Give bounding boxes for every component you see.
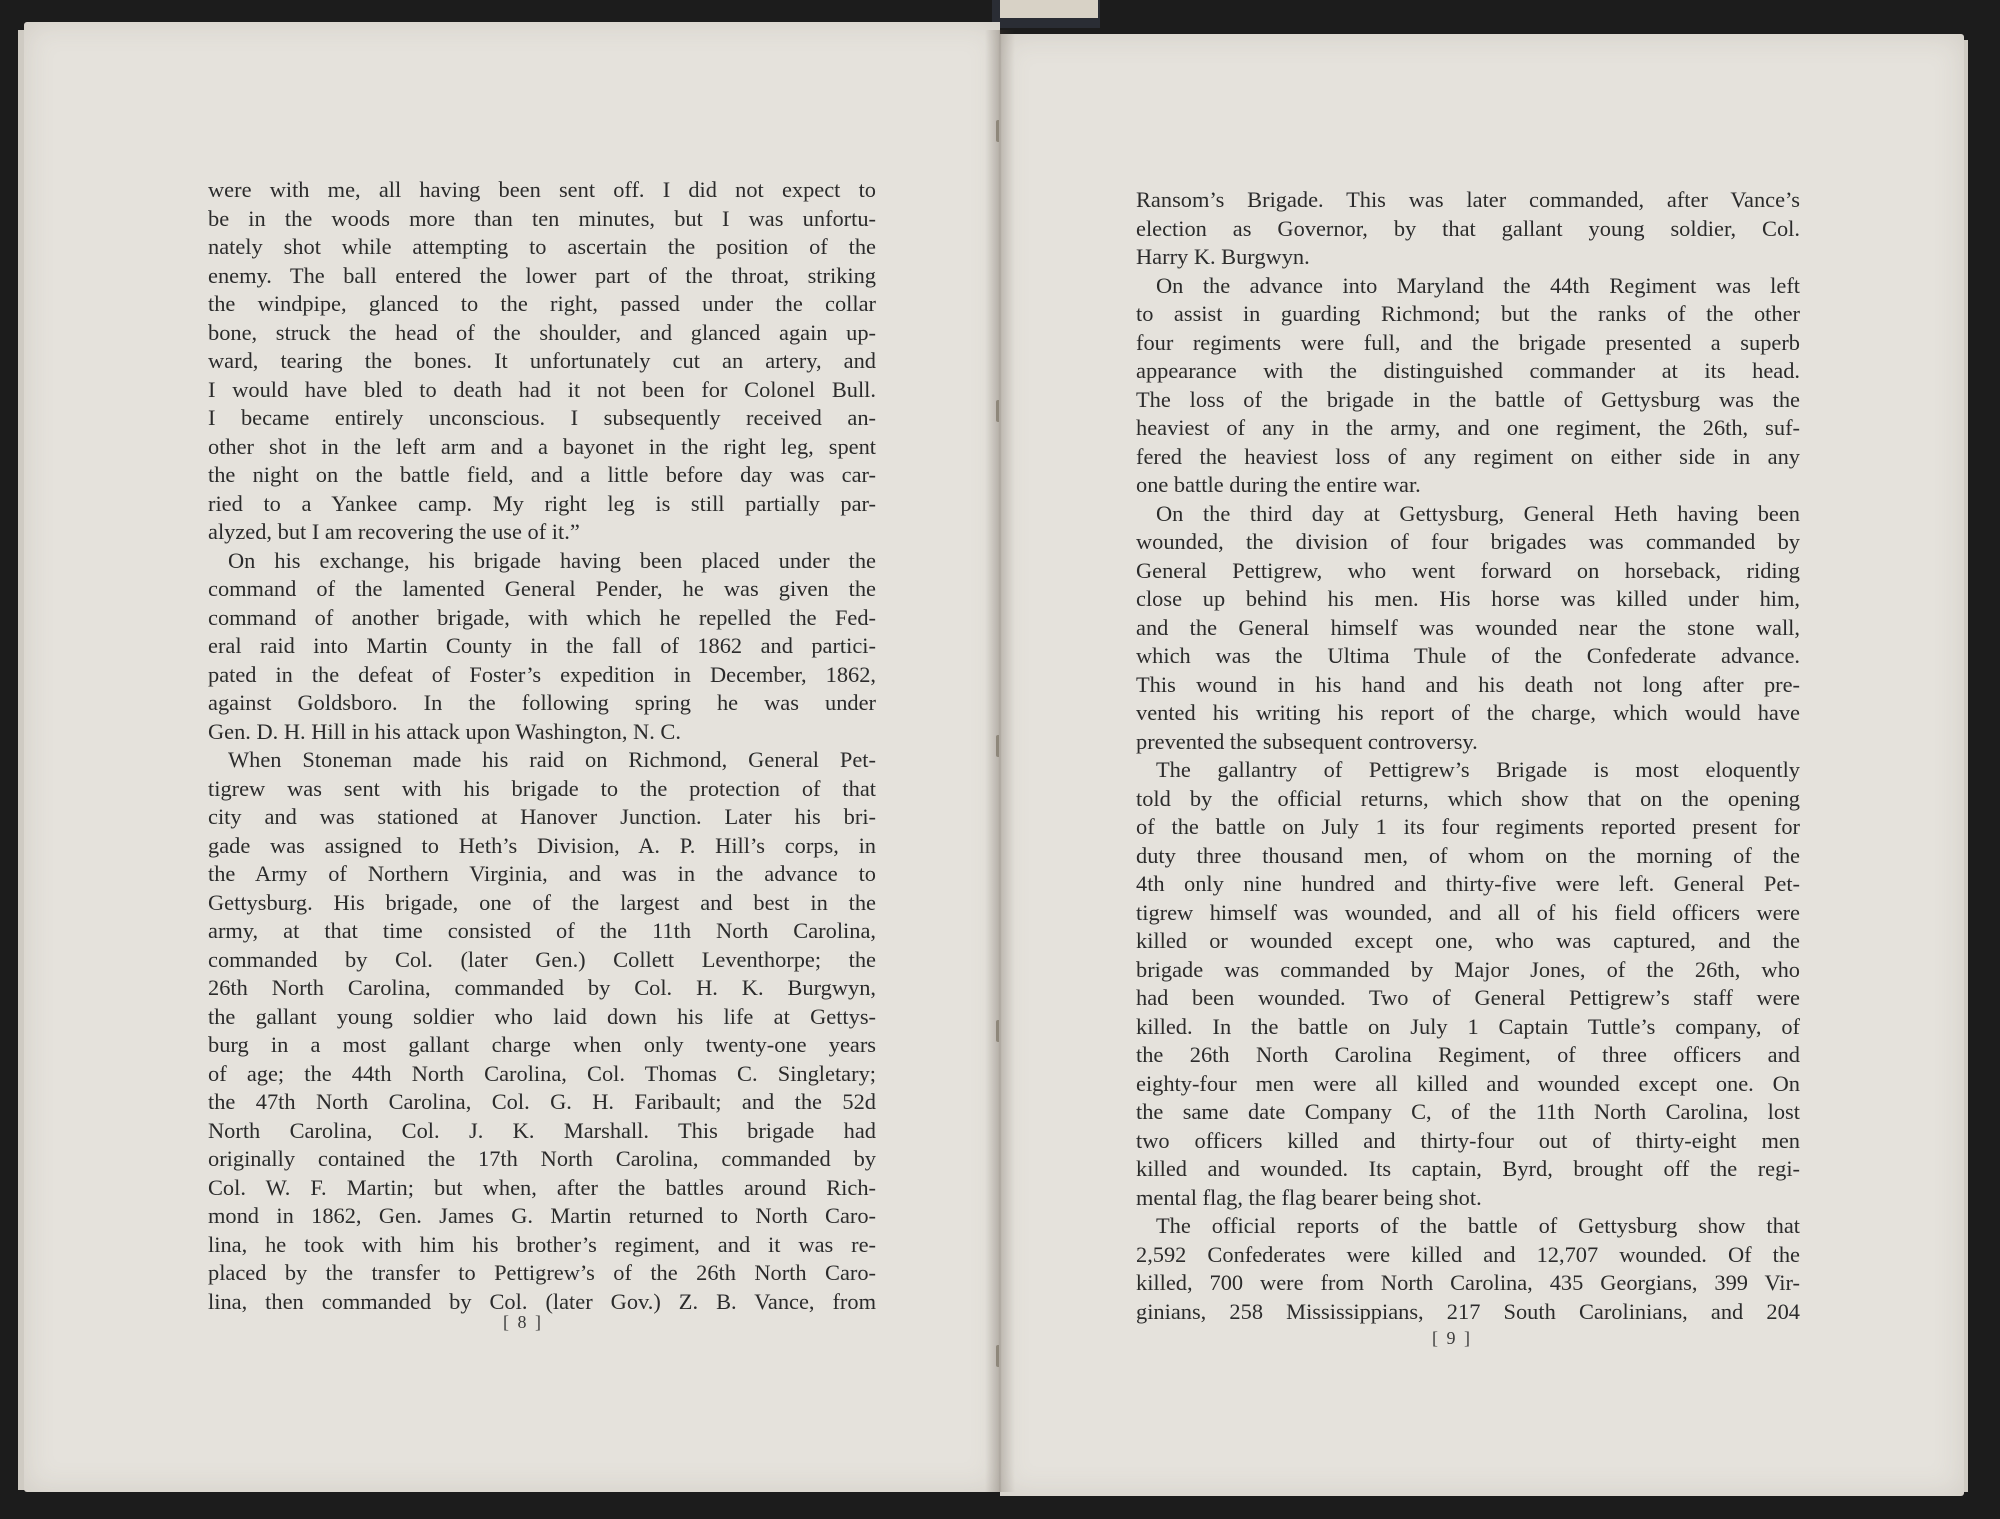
text-line: army, at that time consisted of the 11th North Carolina, (208, 918, 876, 943)
text-line: the 47th North Carolina, Col. G. H. Faribault; and the 52d (208, 1089, 876, 1114)
text-line: and the General himself was wounded near the stone wall, (1136, 614, 1800, 640)
text-line: which was the Ultima Thule of the Confederate advance. (1136, 643, 1800, 668)
page-number-right: [ 9 ] (1432, 1328, 1472, 1348)
text-line: Gettysburg. His brigade, one of the largest and best in the (208, 889, 876, 915)
text-line: Gen. D. H. Hill in his attack upon Washington, N. C. (208, 718, 681, 744)
text-line: General Pettigrew, who went forward on horseback, riding (1136, 557, 1800, 583)
text-line: 26th North Carolina, commanded by Col. H. K. Burgwyn, (208, 975, 876, 1000)
text-line: ried to a Yankee camp. My right leg is still partially par- (208, 490, 876, 516)
binding-stitch (996, 1020, 1015, 1042)
text-line: to assist in guarding Richmond; but the ranks of the other (1136, 301, 1800, 326)
text-line: The loss of the brigade in the battle of Gettysburg was the (1136, 386, 1800, 412)
text-line: against Goldsboro. In the following spring he was under (208, 690, 876, 715)
text-line: burg in a most gallant charge when only twenty-one years (208, 1032, 876, 1057)
text-line: bone, struck the head of the shoulder, and glanced again up- (208, 319, 876, 345)
text-line: North Carolina, Col. J. K. Marshall. This brigade had (208, 1117, 876, 1143)
page-number-left: [ 8 ] (503, 1312, 543, 1332)
text-line: pated in the defeat of Foster’s expedition in December, 1862, (208, 661, 876, 687)
text-line: the 26th North Carolina Regiment, of three officers and (1136, 1042, 1800, 1067)
text-line: election as Governor, by that gallant young soldier, Col. (1136, 215, 1800, 241)
text-line: the night on the battle field, and a little before day was car- (208, 462, 876, 487)
text-line: lina, then commanded by Col. (later Gov.) Z. B. Vance, from (208, 1288, 876, 1314)
text-line: ward, tearing the bones. It unfortunately cut an artery, and (208, 348, 876, 373)
text-line: of the battle on July 1 its four regiments reported present for (1136, 814, 1800, 839)
text-line: nately shot while attempting to ascertain the position of the (208, 234, 876, 259)
text-line: the same date Company C, of the 11th North Carolina, lost (1136, 1099, 1800, 1124)
text-line: eral raid into Martin County in the fall of 1862 and partici- (208, 633, 876, 658)
left-page-text (208, 176, 876, 1316)
text-line: eighty-four men were all killed and wounded except one. On (1136, 1070, 1800, 1096)
text-line: This wound in his hand and his death not long after pre- (1136, 671, 1800, 697)
text-line: Harry K. Burgwyn. (1136, 244, 1310, 269)
text-line: command of the lamented General Pender, he was given the (208, 576, 876, 601)
binding-stitch (996, 735, 1015, 757)
right-page-text (1136, 186, 1800, 1326)
text-line: tigrew himself was wounded, and all of his field officers were (1136, 899, 1800, 925)
text-line: killed or wounded except one, who was captured, and the (1136, 928, 1800, 953)
text-line: killed, 700 were from North Carolina, 435 Georgians, 399 Vir- (1136, 1270, 1800, 1295)
spine-label-strip (1000, 0, 1098, 18)
text-line: duty three thousand men, of whom on the morning of the (1136, 842, 1800, 868)
text-line: On the advance into Maryland the 44th Regiment was left (1156, 272, 1800, 298)
text-line: be in the woods more than ten minutes, but I was unfortu- (208, 205, 876, 231)
text-line: On his exchange, his brigade having been placed under the (228, 547, 876, 573)
text-line: fered the heaviest loss of any regiment on either side in any (1136, 443, 1800, 469)
text-line: close up behind his men. His horse was killed under him, (1136, 586, 1800, 611)
text-line: enemy. The ball entered the lower part of the throat, striking (208, 262, 876, 288)
text-line: the windpipe, glanced to the right, passed under the collar (208, 291, 876, 316)
text-line: four regiments were full, and the brigade presented a superb (1136, 329, 1800, 355)
text-line: I became entirely unconscious. I subsequently received an- (208, 405, 876, 430)
text-line: placed by the transfer to Pettigrew’s of the 26th North Caro- (208, 1260, 876, 1285)
text-line: The official reports of the battle of Gettysburg show that (1156, 1213, 1800, 1238)
text-line: 2,592 Confederates were killed and 12,707 wounded. Of the (1136, 1241, 1800, 1267)
text-line: On the third day at Gettysburg, General Heth having been (1156, 500, 1800, 526)
text-line: prevented the subsequent controversy. (1136, 728, 1478, 754)
text-line: of age; the 44th North Carolina, Col. Thomas C. Singletary; (208, 1060, 876, 1086)
text-line: city and was stationed at Hanover Junction. Later his bri- (208, 804, 876, 829)
text-line: originally contained the 17th North Carolina, commanded by (208, 1146, 876, 1171)
text-line: the Army of Northern Virginia, and was in the advance to (208, 861, 876, 886)
text-line: two officers killed and thirty-four out of thirty-eight men (1136, 1127, 1800, 1153)
text-line: killed. In the battle on July 1 Captain Tuttle’s company, of (1136, 1013, 1800, 1039)
text-line: wounded, the division of four brigades was commanded by (1136, 529, 1800, 554)
text-line: The gallantry of Pettigrew’s Brigade is most eloquently (1156, 757, 1800, 782)
text-line: appearance with the distinguished commander at its head. (1136, 358, 1800, 383)
text-line: had been wounded. Two of General Pettigrew’s staff were (1136, 985, 1800, 1010)
text-line: tigrew was sent with his brigade to the protection of that (208, 775, 876, 801)
text-line: gade was assigned to Heth’s Division, A. P. Hill’s corps, in (208, 832, 876, 858)
text-line: killed and wounded. Its captain, Byrd, brought off the regi- (1136, 1156, 1800, 1181)
text-line: brigade was commanded by Major Jones, of the 26th, who (1136, 956, 1800, 982)
text-line: When Stoneman made his raid on Richmond, General Pet- (228, 747, 876, 772)
text-line: alyzed, but I am recovering the use of it.” (208, 519, 580, 544)
text-line: commanded by Col. (later Gen.) Collett Leventhorpe; the (208, 946, 876, 972)
binding-stitch (996, 400, 1015, 422)
binding-stitch (996, 1345, 1015, 1367)
text-line: told by the official returns, which show that on the opening (1136, 785, 1800, 811)
text-line: heaviest of any in the army, and one regiment, the 26th, suf- (1136, 415, 1800, 440)
binding-stitch (996, 120, 1015, 142)
text-line: command of another brigade, with which he repelled the Fed- (208, 604, 876, 630)
text-line: other shot in the left arm and a bayonet in the right leg, spent (208, 433, 876, 459)
text-line: Ransom’s Brigade. This was later commanded, after Vance’s (1136, 187, 1800, 212)
text-line: vented his writing his report of the charge, which would have (1136, 700, 1800, 725)
text-line: lina, he took with him his brother’s regiment, and it was re- (208, 1231, 876, 1257)
text-line: mond in 1862, Gen. James G. Martin returned to North Caro- (208, 1203, 876, 1228)
text-line: mental flag, the flag bearer being shot. (1136, 1184, 1482, 1210)
text-line: Col. W. F. Martin; but when, after the battles around Rich- (208, 1174, 876, 1200)
text-line: ginians, 258 Mississippians, 217 South Carolinians, and 204 (1136, 1298, 1800, 1324)
text-line: 4th only nine hundred and thirty-five were left. General Pet- (1136, 871, 1800, 896)
text-line: the gallant young soldier who laid down his life at Gettys- (208, 1003, 876, 1029)
text-line: I would have bled to death had it not been for Colonel Bull. (208, 376, 876, 402)
text-line: one battle during the entire war. (1136, 472, 1421, 497)
book-gutter (985, 30, 1015, 1492)
text-line: were with me, all having been sent off. I did not expect to (208, 177, 876, 202)
